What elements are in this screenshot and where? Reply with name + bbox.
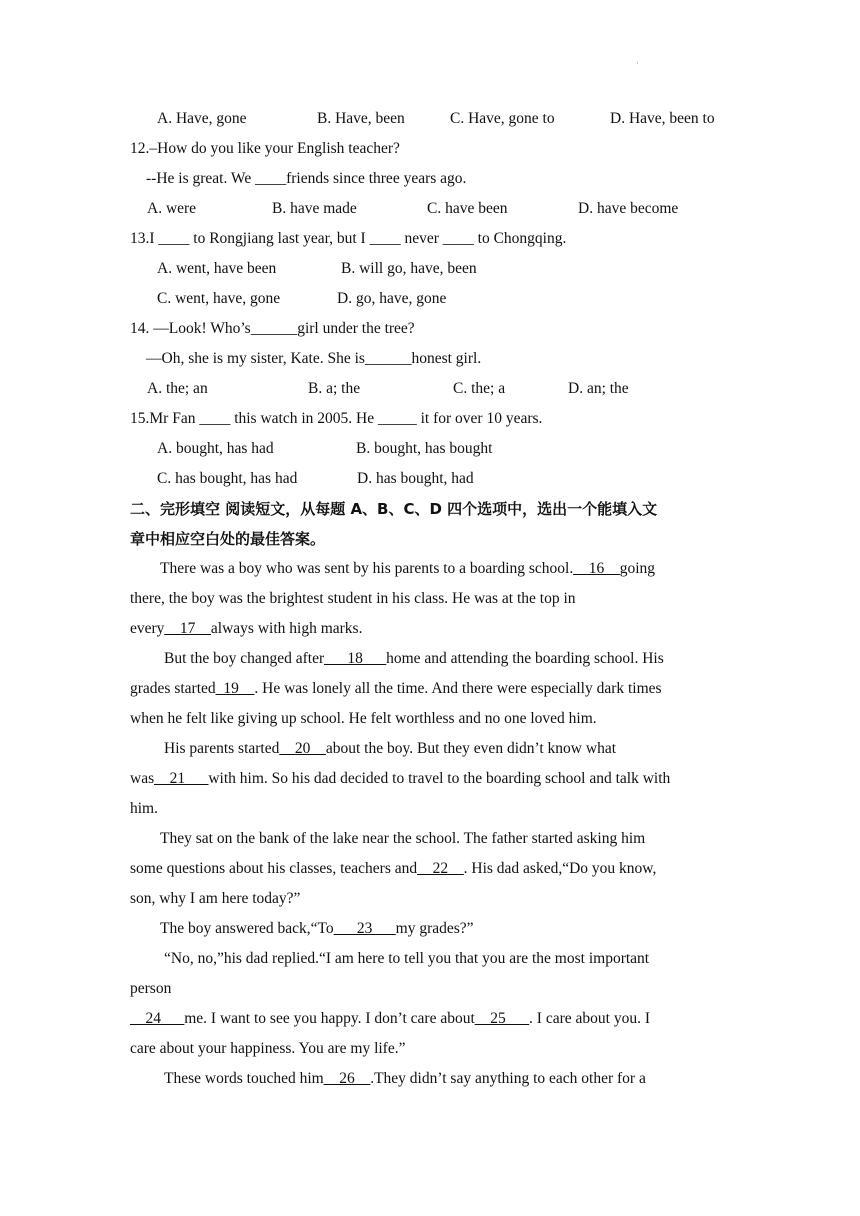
passage-line-10: They sat on the bank of the lake near the school. The father started asking him [160,830,646,847]
q13-option-a: A. went, have been [157,260,277,277]
section2-heading-line1: 二、完形填空 阅读短文，从每题 A、B、C、D 四个选项中，选出一个能填入文 [130,500,658,518]
passage-text: home and attending the boarding school. His [386,650,664,667]
q14-option-c: C. the; a [453,380,506,397]
passage-text: These words touched him [164,1070,324,1087]
q11-option-d: D. Have, been to [610,110,715,127]
passage-line-9: him. [130,800,158,817]
q11-option-b: B. Have, been [317,110,405,127]
q14-option-a: A. the; an [147,380,208,397]
blank-17: __17__ [164,620,211,637]
passage-line-4 [130,644,740,674]
q15-options-row1 [130,434,740,464]
q12-line2-pre: --He is great. We [146,170,256,187]
passage-text: There was a boy who was sent by his parents to a boarding school. [160,560,574,577]
blank-23: ___23___ [333,920,396,937]
q12-option-c: C. have been [427,200,508,217]
passage-line-7 [130,734,740,764]
passage-text: was [130,770,155,787]
blank-18: ___18___ [324,650,387,667]
q15-options-row2 [130,464,740,494]
passage-line-16 [130,1004,740,1034]
q11-option-a: A. Have, gone [157,110,247,127]
passage-text: with him. So his dad decided to travel to the boarding school and talk with [208,770,671,787]
q14-stem: 14. —Look! Who’s______girl under the tree? [130,320,415,337]
passage-line-13 [130,914,740,944]
q12-line2-post: friends since three years ago. [286,170,467,187]
q13-options-row1 [130,254,740,284]
section2-heading-line2: 章中相应空白处的最佳答案。 [130,530,326,548]
passage-line-12: son, why I am here today?” [130,890,301,907]
header-mark: · [636,58,639,68]
passage-text: . He was lonely all the time. And there were especially dark times [254,680,662,697]
passage-text: me. I want to see you happy. I don’t care about [184,1010,475,1027]
q13-options-row2 [130,284,740,314]
q14-options [130,374,740,404]
passage-text: about the boy. But they even didn’t know what [325,740,617,757]
passage-text: .They didn’t say anything to each other for a [370,1070,646,1087]
q15-option-b: B. bought, has bought [356,440,493,457]
blank-20: __20__ [279,740,326,757]
passage-text: every [130,620,165,637]
blank-24: __24___ [130,1010,185,1027]
q13-stem: 13.I ____ to Rongjiang last year, but I ____ never ____ to Chongqing. [130,230,567,247]
q12-options [130,194,740,224]
q13-option-d: D. go, have, gone [337,290,447,307]
q13-option-c: C. went, have, gone [157,290,281,307]
blank-22: __22__ [417,860,464,877]
passage-line-6: when he felt like giving up school. He felt worthless and no one loved him. [130,710,597,727]
q12-option-b: B. have made [272,200,357,217]
q11-option-c: C. Have, gone to [450,110,555,127]
passage-line-8 [130,764,740,794]
passage-text: . His dad asked,“Do you know, [463,860,657,877]
passage-text: going [619,560,656,577]
q15-option-c: C. has bought, has had [157,470,298,487]
passage-line-3 [130,614,740,644]
passage-text: grades started [130,680,216,697]
q15-stem: 15.Mr Fan ____ this watch in 2005. He _____ it for over 10 years. [130,410,543,427]
q15-option-a: A. bought, has had [157,440,274,457]
blank-19: _19__ [215,680,255,697]
q12-stem: 12.–How do you like your English teacher? [130,140,400,157]
blank-26: __26__ [323,1070,371,1087]
q12-line2 [130,164,740,194]
q14-option-d: D. an; the [568,380,629,397]
passage-line-17: care about your happiness. You are my life.” [130,1040,406,1057]
q13-option-b: B. will go, have, been [341,260,477,277]
q11-options [130,104,740,134]
passage-text: His parents started [164,740,280,757]
passage-line-2: there, the boy was the brightest student in his class. He was at the top in [130,590,576,607]
q15-option-d: D. has bought, had [357,470,474,487]
q12-blank: ____ [255,170,287,187]
passage-line-11 [130,854,740,884]
passage-line-14: “No, no,”his dad replied.“I am here to tell you that you are the most important [164,950,650,967]
passage-text: always with high marks. [210,620,363,637]
q12-option-a: A. were [147,200,197,217]
exam-page [130,104,740,1094]
q14-line2: —Oh, she is my sister, Kate. She is______honest girl. [146,350,482,367]
passage-text: But the boy changed after [164,650,325,667]
passage-line-1 [130,554,740,584]
blank-25: __25___ [474,1010,530,1027]
q14-option-b: B. a; the [308,380,361,397]
passage-text: my grades?” [395,920,474,937]
q12-option-d: D. have become [578,200,679,217]
passage-line-15: person [130,980,172,997]
passage-line-5 [130,674,740,704]
passage-text: . I care about you. I [529,1010,650,1027]
passage-text: The boy answered back,“To [160,920,334,937]
blank-21: __21___ [154,770,209,787]
passage-line-18 [130,1064,740,1094]
passage-text: some questions about his classes, teachers and [130,860,418,877]
blank-16: __16__ [573,560,620,577]
